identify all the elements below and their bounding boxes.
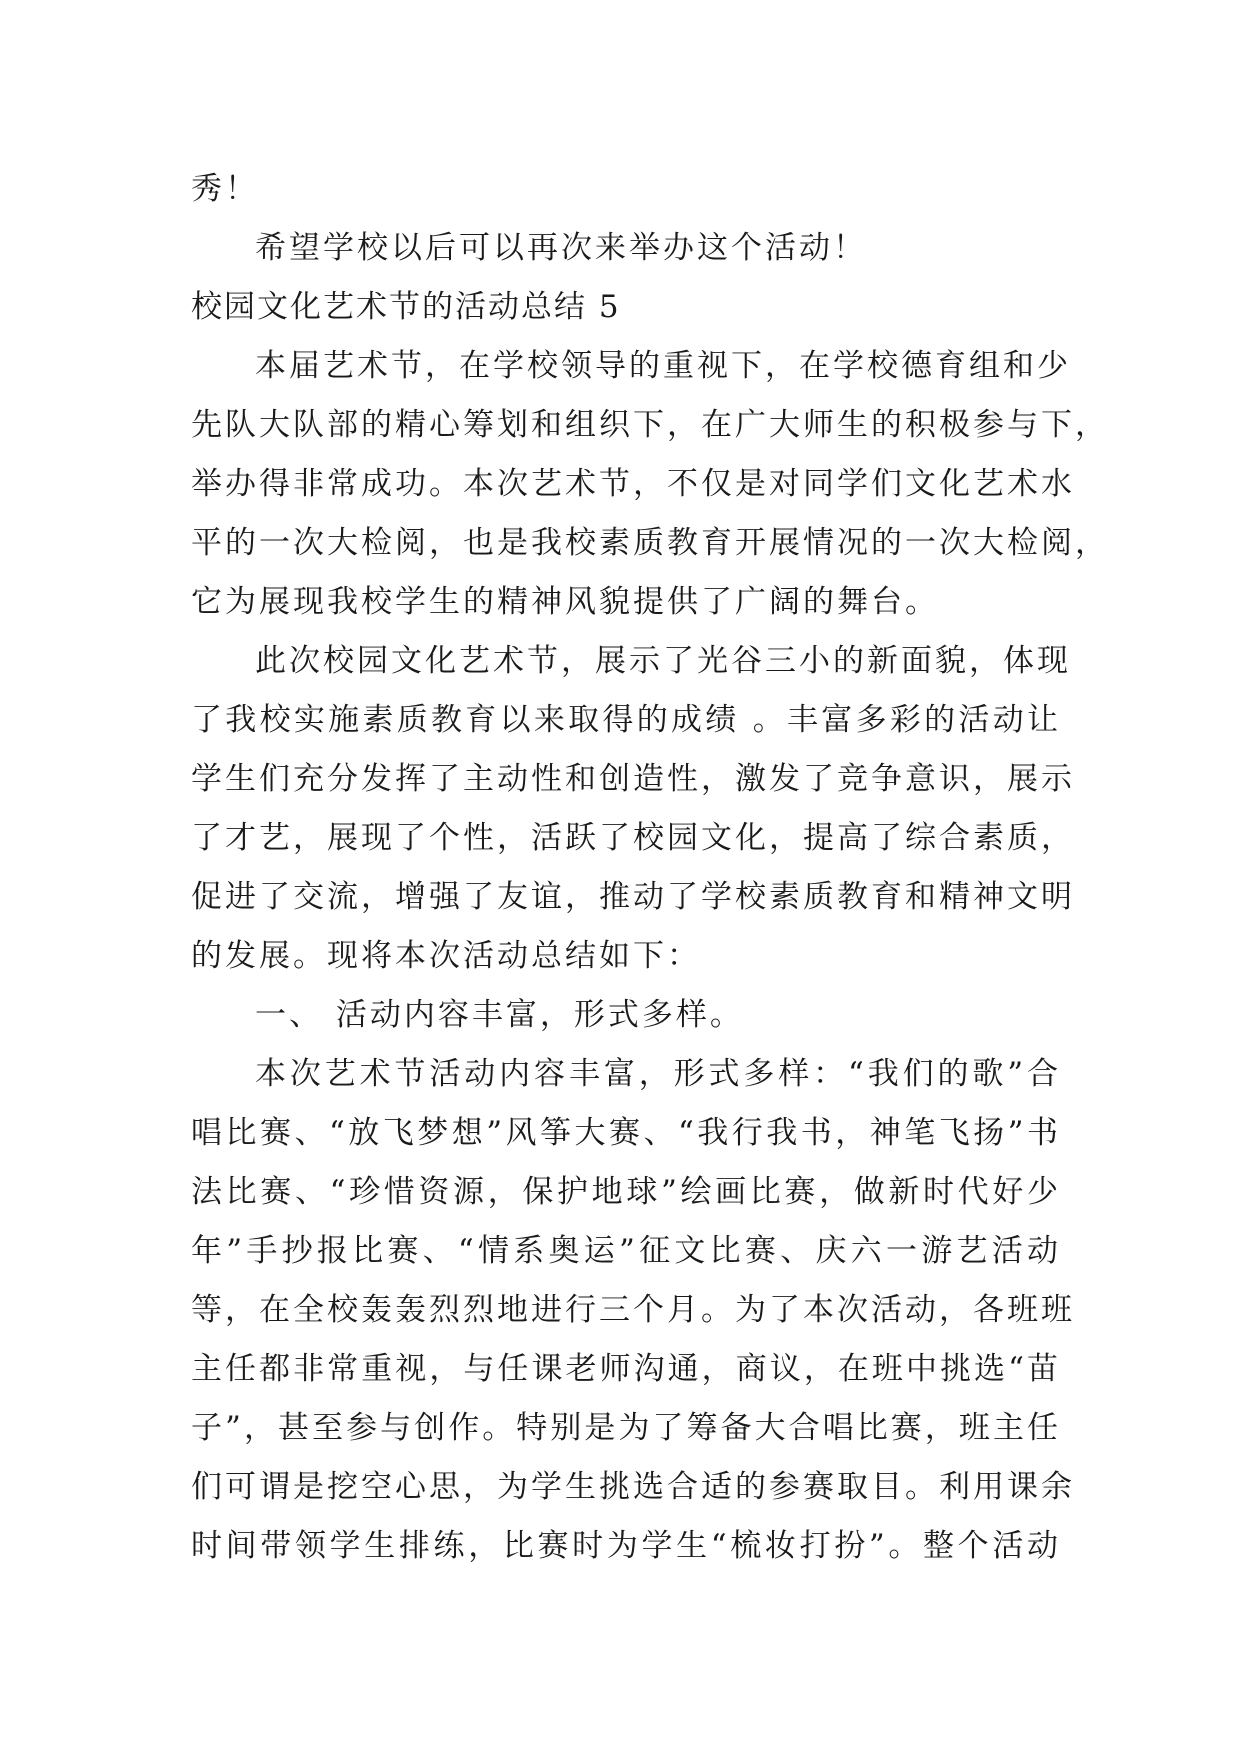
paragraph-line: 年”手抄报比赛、“情系奥运”征文比赛、庆六一游艺活动 [191, 1233, 1061, 1269]
section-title: 校园文化艺术节的活动总结 5 [191, 289, 621, 325]
paragraph-line: 主任都非常重视，与任课老师沟通，商议，在班中挑选“苗 [191, 1351, 1061, 1387]
paragraph-line: 秀！ [191, 171, 259, 207]
paragraph-line: 它为展现我校学生的精神风貌提供了广阔的舞台。 [191, 584, 939, 620]
paragraph-line: 希望学校以后可以再次来举办这个活动！ [255, 230, 867, 266]
paragraph-line: 子”，甚至参与创作。特别是为了筹备大合唱比赛，班主任 [191, 1410, 1061, 1446]
paragraph-line: 平的一次大检阅，也是我校素质教育开展情况的一次大检阅， [191, 525, 1109, 561]
paragraph-line: 本届艺术节，在学校领导的重视下，在学校德育组和少 [255, 348, 1071, 384]
paragraph-line: 们可谓是挖空心思，为学生挑选合适的参赛取目。利用课余 [191, 1469, 1075, 1505]
paragraph-line: 本次艺术节活动内容丰富，形式多样：“我们的歌”合 [255, 1056, 1061, 1092]
paragraph-line: 唱比赛、“放飞梦想”风筝大赛、“我行我书，神笔飞扬”书 [191, 1115, 1061, 1151]
paragraph-line: 举办得非常成功。本次艺术节，不仅是对同学们文化艺术水 [191, 466, 1075, 502]
paragraph-line: 了我校实施素质教育以来取得的成绩 。丰富多彩的活动让 [191, 702, 1061, 738]
document-body [191, 160, 1109, 1576]
paragraph-line: 等，在全校轰轰烈烈地进行三个月。为了本次活动，各班班 [191, 1292, 1075, 1328]
paragraph-line: 此次校园文化艺术节，展示了光谷三小的新面貌，体现 [255, 643, 1071, 679]
list-heading: 一、 活动内容丰富，形式多样。 [255, 997, 744, 1033]
paragraph-line: 学生们充分发挥了主动性和创造性，激发了竞争意识，展示 [191, 761, 1075, 797]
paragraph-line: 了才艺，展现了个性，活跃了校园文化，提高了综合素质， [191, 820, 1075, 856]
paragraph-line: 法比赛、“珍惜资源，保护地球”绘画比赛，做新时代好少 [191, 1174, 1061, 1210]
paragraph-line: 的发展。现将本次活动总结如下： [191, 938, 701, 974]
paragraph-line: 先队大队部的精心筹划和组织下，在广大师生的积极参与下， [191, 407, 1109, 443]
paragraph-line: 促进了交流，增强了友谊，推动了学校素质教育和精神文明 [191, 879, 1075, 915]
paragraph-line: 时间带领学生排练，比赛时为学生“梳妆打扮”。整个活动 [191, 1528, 1061, 1564]
